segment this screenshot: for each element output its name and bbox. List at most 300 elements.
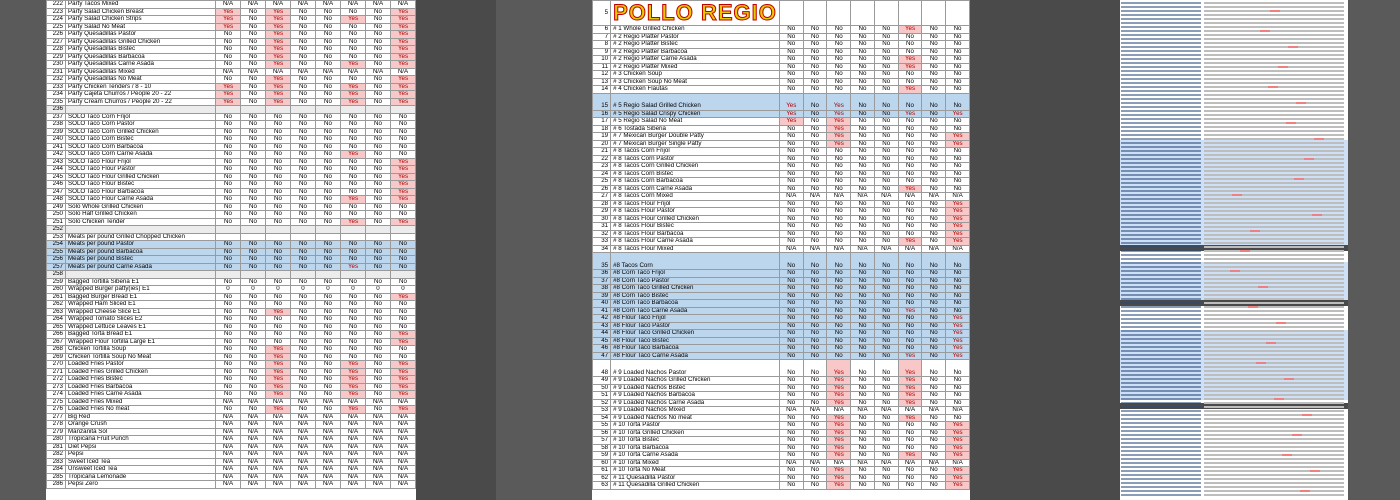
- allergen-cell[interactable]: No: [874, 200, 898, 208]
- allergen-cell[interactable]: No: [779, 345, 803, 353]
- item-name-cell[interactable]: # 9 Loaded Nachos Grilled Chicken: [611, 377, 780, 385]
- table-row[interactable]: [593, 215, 970, 223]
- allergen-cell[interactable]: No: [898, 230, 922, 238]
- allergen-cell[interactable]: No: [803, 48, 827, 56]
- allergen-cell[interactable]: No: [851, 482, 875, 490]
- allergen-cell[interactable]: No: [391, 241, 416, 249]
- allergen-cell[interactable]: No: [216, 293, 241, 301]
- allergen-cell[interactable]: No: [898, 482, 922, 490]
- allergen-cell[interactable]: No: [898, 277, 922, 285]
- allergen-cell[interactable]: Yes: [216, 8, 241, 16]
- table-row[interactable]: [593, 482, 970, 490]
- allergen-cell[interactable]: No: [241, 346, 266, 354]
- allergen-cell[interactable]: No: [874, 41, 898, 49]
- allergen-cell[interactable]: No: [291, 203, 316, 211]
- allergen-cell[interactable]: No: [898, 474, 922, 482]
- allergen-cell[interactable]: No: [779, 155, 803, 163]
- allergen-cell[interactable]: Yes: [266, 361, 291, 369]
- allergen-cell[interactable]: No: [216, 128, 241, 136]
- table-row[interactable]: [593, 33, 970, 41]
- allergen-cell[interactable]: No: [266, 121, 291, 129]
- allergen-cell[interactable]: No: [922, 444, 946, 452]
- allergen-cell[interactable]: No: [216, 256, 241, 264]
- allergen-cell[interactable]: N/A: [241, 398, 266, 406]
- allergen-cell[interactable]: Yes: [341, 368, 366, 376]
- allergen-cell[interactable]: No: [391, 316, 416, 324]
- allergen-cell[interactable]: No: [803, 163, 827, 171]
- allergen-cell[interactable]: No: [779, 360, 803, 377]
- item-name-cell[interactable]: # 1 Whole Grilled Chicken: [611, 26, 780, 34]
- allergen-cell[interactable]: No: [291, 98, 316, 106]
- allergen-cell[interactable]: No: [803, 322, 827, 330]
- allergen-cell[interactable]: [316, 271, 341, 279]
- allergen-cell[interactable]: No: [366, 23, 391, 31]
- allergen-cell[interactable]: No: [922, 277, 946, 285]
- allergen-cell[interactable]: N/A: [241, 1, 266, 9]
- item-name-cell[interactable]: #8 Flour Taco Barbacoa: [611, 345, 780, 353]
- allergen-cell[interactable]: No: [241, 361, 266, 369]
- allergen-cell[interactable]: No: [316, 46, 341, 54]
- allergen-cell[interactable]: No: [291, 323, 316, 331]
- allergen-cell[interactable]: No: [827, 345, 851, 353]
- table-row[interactable]: [47, 203, 416, 211]
- allergen-cell[interactable]: Yes: [898, 377, 922, 385]
- allergen-cell[interactable]: No: [874, 163, 898, 171]
- allergen-cell[interactable]: No: [366, 301, 391, 309]
- allergen-cell[interactable]: No: [216, 278, 241, 286]
- allergen-cell[interactable]: No: [803, 125, 827, 133]
- table-row[interactable]: [47, 436, 416, 444]
- allergen-cell[interactable]: No: [366, 263, 391, 271]
- allergen-cell[interactable]: No: [874, 377, 898, 385]
- allergen-cell[interactable]: No: [291, 46, 316, 54]
- table-row[interactable]: [47, 451, 416, 459]
- allergen-cell[interactable]: No: [803, 452, 827, 460]
- item-name-cell[interactable]: Pepsi Zero: [66, 481, 216, 489]
- allergen-cell[interactable]: No: [216, 158, 241, 166]
- allergen-cell[interactable]: N/A: [898, 245, 922, 253]
- allergen-cell[interactable]: [266, 233, 291, 241]
- table-row[interactable]: [593, 71, 970, 79]
- allergen-cell[interactable]: N/A: [291, 1, 316, 9]
- allergen-cell[interactable]: No: [316, 203, 341, 211]
- allergen-cell[interactable]: N/A: [316, 428, 341, 436]
- allergen-cell[interactable]: No: [851, 140, 875, 148]
- allergen-cell[interactable]: N/A: [874, 193, 898, 201]
- page-thumbnail[interactable]: [1120, 0, 1348, 500]
- allergen-cell[interactable]: No: [341, 158, 366, 166]
- allergen-cell[interactable]: No: [241, 173, 266, 181]
- allergen-cell[interactable]: No: [316, 53, 341, 61]
- allergen-cell[interactable]: Yes: [898, 452, 922, 460]
- allergen-cell[interactable]: No: [391, 128, 416, 136]
- allergen-cell[interactable]: Yes: [391, 46, 416, 54]
- item-name-cell[interactable]: # 10 Torta No Meat: [611, 467, 780, 475]
- allergen-cell[interactable]: No: [316, 91, 341, 99]
- allergen-cell[interactable]: No: [851, 474, 875, 482]
- table-row[interactable]: [593, 292, 970, 300]
- allergen-cell[interactable]: N/A: [851, 459, 875, 467]
- table-row[interactable]: [47, 61, 416, 69]
- allergen-cell[interactable]: No: [341, 181, 366, 189]
- allergen-cell[interactable]: No: [241, 143, 266, 151]
- table-row[interactable]: [47, 218, 416, 226]
- allergen-cell[interactable]: No: [922, 377, 946, 385]
- allergen-cell[interactable]: No: [241, 53, 266, 61]
- allergen-cell[interactable]: [241, 226, 266, 234]
- allergen-cell[interactable]: No: [291, 248, 316, 256]
- table-row[interactable]: [47, 278, 416, 286]
- allergen-cell[interactable]: No: [827, 71, 851, 79]
- allergen-cell[interactable]: Yes: [341, 16, 366, 24]
- item-name-cell[interactable]: # 9 Loaded Nachos Barbacoa: [611, 392, 780, 400]
- allergen-cell[interactable]: No: [291, 151, 316, 159]
- allergen-cell[interactable]: No: [922, 71, 946, 79]
- allergen-cell[interactable]: No: [946, 292, 970, 300]
- item-name-cell[interactable]: #8 Corn Taco Frijol: [611, 270, 780, 278]
- allergen-cell[interactable]: No: [241, 16, 266, 24]
- table-row[interactable]: [593, 148, 970, 156]
- table-row[interactable]: [593, 56, 970, 64]
- allergen-cell[interactable]: Yes: [266, 16, 291, 24]
- item-name-cell[interactable]: Wrapped Cheese Slice E1: [66, 308, 216, 316]
- allergen-cell[interactable]: No: [874, 223, 898, 231]
- allergen-cell[interactable]: Yes: [216, 98, 241, 106]
- item-name-cell[interactable]: Solo Whole Grilled Chicken: [66, 203, 216, 211]
- item-name-cell[interactable]: #8 Flour Taco Carne Asada: [611, 352, 780, 360]
- table-row[interactable]: [593, 407, 970, 415]
- allergen-cell[interactable]: No: [898, 315, 922, 323]
- allergen-cell[interactable]: No: [366, 46, 391, 54]
- allergen-cell[interactable]: Yes: [266, 346, 291, 354]
- allergen-cell[interactable]: No: [291, 383, 316, 391]
- allergen-cell[interactable]: No: [341, 31, 366, 39]
- allergen-cell[interactable]: No: [266, 256, 291, 264]
- table-row[interactable]: [47, 173, 416, 181]
- allergen-cell[interactable]: No: [851, 444, 875, 452]
- table-row[interactable]: [47, 106, 416, 114]
- allergen-cell[interactable]: No: [851, 208, 875, 216]
- allergen-cell[interactable]: Yes: [898, 185, 922, 193]
- allergen-cell[interactable]: Yes: [827, 437, 851, 445]
- allergen-cell[interactable]: No: [291, 76, 316, 84]
- allergen-cell[interactable]: No: [366, 53, 391, 61]
- allergen-cell[interactable]: No: [291, 263, 316, 271]
- allergen-cell[interactable]: No: [366, 31, 391, 39]
- allergen-cell[interactable]: N/A: [391, 436, 416, 444]
- allergen-cell[interactable]: No: [803, 384, 827, 392]
- allergen-cell[interactable]: No: [874, 277, 898, 285]
- allergen-cell[interactable]: No: [922, 33, 946, 41]
- allergen-cell[interactable]: No: [922, 422, 946, 430]
- table-row[interactable]: [593, 270, 970, 278]
- allergen-cell[interactable]: No: [851, 170, 875, 178]
- item-name-cell[interactable]: # 9 Loaded Nachos Mixed: [611, 407, 780, 415]
- allergen-cell[interactable]: No: [922, 78, 946, 86]
- allergen-cell[interactable]: No: [922, 384, 946, 392]
- allergen-cell[interactable]: Yes: [341, 151, 366, 159]
- allergen-cell[interactable]: [241, 106, 266, 114]
- allergen-cell[interactable]: Yes: [266, 98, 291, 106]
- allergen-cell[interactable]: N/A: [266, 428, 291, 436]
- allergen-cell[interactable]: 0: [241, 286, 266, 294]
- allergen-cell[interactable]: No: [946, 392, 970, 400]
- item-name-cell[interactable]: Party Cream Churros / People 20 - 22: [66, 98, 216, 106]
- allergen-cell[interactable]: Yes: [898, 110, 922, 118]
- allergen-cell[interactable]: No: [779, 437, 803, 445]
- allergen-cell[interactable]: Yes: [216, 83, 241, 91]
- allergen-cell[interactable]: No: [366, 293, 391, 301]
- allergen-cell[interactable]: [266, 226, 291, 234]
- allergen-cell[interactable]: No: [366, 368, 391, 376]
- allergen-cell[interactable]: N/A: [391, 451, 416, 459]
- allergen-cell[interactable]: No: [803, 200, 827, 208]
- allergen-cell[interactable]: No: [946, 86, 970, 94]
- allergen-cell[interactable]: Yes: [266, 368, 291, 376]
- allergen-cell[interactable]: No: [922, 230, 946, 238]
- allergen-cell[interactable]: Yes: [391, 23, 416, 31]
- item-name-cell[interactable]: # 2 Regio Platter Barbacoa: [611, 48, 780, 56]
- allergen-cell[interactable]: No: [291, 406, 316, 414]
- item-name-cell[interactable]: Tropicana Fruit Punch: [66, 436, 216, 444]
- allergen-cell[interactable]: No: [316, 293, 341, 301]
- allergen-cell[interactable]: No: [779, 414, 803, 422]
- allergen-cell[interactable]: No: [803, 33, 827, 41]
- table-row[interactable]: [593, 360, 970, 377]
- allergen-cell[interactable]: No: [851, 277, 875, 285]
- allergen-cell[interactable]: No: [922, 155, 946, 163]
- allergen-cell[interactable]: No: [922, 163, 946, 171]
- allergen-cell[interactable]: No: [779, 238, 803, 246]
- table-row[interactable]: [47, 443, 416, 451]
- allergen-cell[interactable]: No: [803, 437, 827, 445]
- allergen-cell[interactable]: N/A: [291, 473, 316, 481]
- allergen-cell[interactable]: No: [874, 33, 898, 41]
- allergen-cell[interactable]: No: [216, 38, 241, 46]
- allergen-cell[interactable]: No: [366, 361, 391, 369]
- allergen-cell[interactable]: [366, 226, 391, 234]
- allergen-cell[interactable]: N/A: [291, 421, 316, 429]
- allergen-cell[interactable]: No: [851, 300, 875, 308]
- table-row[interactable]: [593, 78, 970, 86]
- allergen-cell[interactable]: No: [216, 136, 241, 144]
- item-name-cell[interactable]: # 3 Chicken Soup: [611, 71, 780, 79]
- allergen-cell[interactable]: Yes: [827, 125, 851, 133]
- allergen-cell[interactable]: No: [851, 429, 875, 437]
- allergen-cell[interactable]: Yes: [341, 61, 366, 69]
- allergen-cell[interactable]: No: [366, 203, 391, 211]
- allergen-cell[interactable]: Yes: [391, 158, 416, 166]
- allergen-cell[interactable]: No: [291, 376, 316, 384]
- item-name-cell[interactable]: # 5 Regio Salad No Meat: [611, 118, 780, 126]
- allergen-cell[interactable]: No: [241, 151, 266, 159]
- allergen-cell[interactable]: Yes: [391, 91, 416, 99]
- allergen-cell[interactable]: Yes: [266, 38, 291, 46]
- allergen-cell[interactable]: No: [366, 331, 391, 339]
- allergen-cell[interactable]: No: [898, 215, 922, 223]
- allergen-cell[interactable]: No: [266, 248, 291, 256]
- allergen-cell[interactable]: Yes: [216, 16, 241, 24]
- allergen-cell[interactable]: No: [851, 345, 875, 353]
- allergen-cell[interactable]: N/A: [366, 421, 391, 429]
- allergen-cell[interactable]: No: [827, 285, 851, 293]
- allergen-cell[interactable]: No: [851, 399, 875, 407]
- allergen-cell[interactable]: No: [898, 133, 922, 141]
- allergen-cell[interactable]: No: [316, 158, 341, 166]
- allergen-cell[interactable]: No: [216, 218, 241, 226]
- allergen-cell[interactable]: No: [241, 166, 266, 174]
- allergen-cell[interactable]: No: [241, 368, 266, 376]
- allergen-cell[interactable]: No: [316, 308, 341, 316]
- item-name-cell[interactable]: # 10 Torta Carne Asada: [611, 452, 780, 460]
- allergen-cell[interactable]: No: [922, 360, 946, 377]
- item-name-cell[interactable]: Meats per pound Carne Asada: [66, 263, 216, 271]
- allergen-cell[interactable]: N/A: [366, 428, 391, 436]
- allergen-cell[interactable]: No: [779, 253, 803, 270]
- allergen-cell[interactable]: No: [898, 270, 922, 278]
- item-name-cell[interactable]: Wrapped Lettuce Leaves E1: [66, 323, 216, 331]
- allergen-cell[interactable]: N/A: [827, 459, 851, 467]
- allergen-cell[interactable]: No: [291, 278, 316, 286]
- item-name-cell[interactable]: Unsweet Iced Tea: [66, 466, 216, 474]
- allergen-cell[interactable]: No: [216, 113, 241, 121]
- allergen-cell[interactable]: No: [316, 241, 341, 249]
- item-name-cell[interactable]: Big Red: [66, 413, 216, 421]
- allergen-cell[interactable]: N/A: [316, 473, 341, 481]
- allergen-cell[interactable]: N/A: [946, 459, 970, 467]
- item-name-cell[interactable]: Solo Chicken Tender: [66, 218, 216, 226]
- allergen-cell[interactable]: No: [803, 414, 827, 422]
- allergen-cell[interactable]: No: [779, 170, 803, 178]
- table-row[interactable]: [47, 331, 416, 339]
- item-name-cell[interactable]: Meats per pound Grilled Chopped Chicken: [66, 233, 216, 241]
- allergen-cell[interactable]: No: [366, 91, 391, 99]
- allergen-cell[interactable]: No: [803, 185, 827, 193]
- table-row[interactable]: [593, 315, 970, 323]
- allergen-cell[interactable]: No: [266, 143, 291, 151]
- table-row[interactable]: [593, 322, 970, 330]
- allergen-cell[interactable]: Yes: [391, 338, 416, 346]
- allergen-cell[interactable]: Yes: [391, 8, 416, 16]
- allergen-cell[interactable]: Yes: [266, 383, 291, 391]
- allergen-cell[interactable]: [266, 106, 291, 114]
- item-name-cell[interactable]: [66, 106, 216, 114]
- allergen-cell[interactable]: No: [266, 331, 291, 339]
- allergen-cell[interactable]: No: [316, 23, 341, 31]
- allergen-cell[interactable]: N/A: [216, 1, 241, 9]
- allergen-cell[interactable]: [241, 271, 266, 279]
- allergen-cell[interactable]: No: [779, 352, 803, 360]
- item-name-cell[interactable]: Party Salad No Meat: [66, 23, 216, 31]
- allergen-cell[interactable]: No: [266, 316, 291, 324]
- allergen-cell[interactable]: No: [851, 41, 875, 49]
- allergen-cell[interactable]: No: [946, 178, 970, 186]
- allergen-cell[interactable]: No: [874, 63, 898, 71]
- allergen-cell[interactable]: N/A: [291, 436, 316, 444]
- allergen-cell[interactable]: No: [366, 406, 391, 414]
- allergen-cell[interactable]: No: [316, 301, 341, 309]
- allergen-cell[interactable]: Yes: [779, 110, 803, 118]
- allergen-cell[interactable]: Yes: [898, 360, 922, 377]
- allergen-cell[interactable]: No: [316, 181, 341, 189]
- item-name-cell[interactable]: Party Tacos Mixed: [66, 1, 216, 9]
- allergen-cell[interactable]: No: [241, 188, 266, 196]
- item-name-cell[interactable]: Party Quesadillas Barbacoa: [66, 53, 216, 61]
- allergen-cell[interactable]: N/A: [216, 443, 241, 451]
- allergen-cell[interactable]: Yes: [898, 352, 922, 360]
- allergen-cell[interactable]: No: [266, 323, 291, 331]
- allergen-cell[interactable]: No: [898, 208, 922, 216]
- allergen-cell[interactable]: No: [316, 166, 341, 174]
- allergen-cell[interactable]: Yes: [341, 361, 366, 369]
- allergen-cell[interactable]: No: [341, 23, 366, 31]
- allergen-cell[interactable]: No: [827, 330, 851, 338]
- allergen-cell[interactable]: N/A: [922, 459, 946, 467]
- allergen-cell[interactable]: No: [316, 331, 341, 339]
- item-name-cell[interactable]: # 8 Tacos Flour Mixed: [611, 245, 780, 253]
- allergen-cell[interactable]: N/A: [391, 443, 416, 451]
- allergen-cell[interactable]: N/A: [341, 458, 366, 466]
- allergen-cell[interactable]: No: [851, 125, 875, 133]
- item-name-cell[interactable]: # 8 Tacos Flour Frijol: [611, 200, 780, 208]
- allergen-cell[interactable]: No: [366, 346, 391, 354]
- allergen-cell[interactable]: No: [241, 128, 266, 136]
- allergen-cell[interactable]: No: [946, 78, 970, 86]
- allergen-cell[interactable]: No: [291, 166, 316, 174]
- allergen-cell[interactable]: No: [391, 263, 416, 271]
- table-row[interactable]: [47, 361, 416, 369]
- table-row[interactable]: [593, 118, 970, 126]
- allergen-cell[interactable]: No: [874, 315, 898, 323]
- allergen-cell[interactable]: No: [827, 270, 851, 278]
- allergen-cell[interactable]: No: [366, 376, 391, 384]
- item-name-cell[interactable]: Loaded Fries No meat: [66, 406, 216, 414]
- allergen-cell[interactable]: N/A: [291, 451, 316, 459]
- table-row[interactable]: [47, 368, 416, 376]
- allergen-cell[interactable]: N/A: [241, 443, 266, 451]
- allergen-cell[interactable]: No: [316, 353, 341, 361]
- allergen-cell[interactable]: N/A: [366, 481, 391, 489]
- allergen-cell[interactable]: N/A: [874, 459, 898, 467]
- allergen-cell[interactable]: No: [779, 330, 803, 338]
- table-row[interactable]: [47, 136, 416, 144]
- item-name-cell[interactable]: Wrapped Tomato Slices E2: [66, 316, 216, 324]
- allergen-cell[interactable]: No: [898, 178, 922, 186]
- allergen-cell[interactable]: Yes: [946, 444, 970, 452]
- table-row[interactable]: [47, 76, 416, 84]
- allergen-cell[interactable]: [216, 226, 241, 234]
- allergen-cell[interactable]: No: [779, 337, 803, 345]
- allergen-cell[interactable]: No: [316, 113, 341, 121]
- allergen-cell[interactable]: No: [241, 61, 266, 69]
- allergen-cell[interactable]: 0: [216, 286, 241, 294]
- table-row[interactable]: [47, 53, 416, 61]
- table-row[interactable]: [593, 48, 970, 56]
- allergen-cell[interactable]: No: [946, 170, 970, 178]
- allergen-cell[interactable]: No: [922, 330, 946, 338]
- allergen-cell[interactable]: No: [946, 277, 970, 285]
- allergen-cell[interactable]: No: [851, 86, 875, 94]
- allergen-cell[interactable]: [216, 233, 241, 241]
- table-row[interactable]: [47, 83, 416, 91]
- table-row[interactable]: [593, 93, 970, 110]
- allergen-cell[interactable]: N/A: [366, 443, 391, 451]
- allergen-cell[interactable]: No: [291, 301, 316, 309]
- allergen-cell[interactable]: Yes: [946, 337, 970, 345]
- item-name-cell[interactable]: SOLO Taco Flour Bistec: [66, 181, 216, 189]
- allergen-cell[interactable]: N/A: [291, 398, 316, 406]
- allergen-cell[interactable]: No: [851, 253, 875, 270]
